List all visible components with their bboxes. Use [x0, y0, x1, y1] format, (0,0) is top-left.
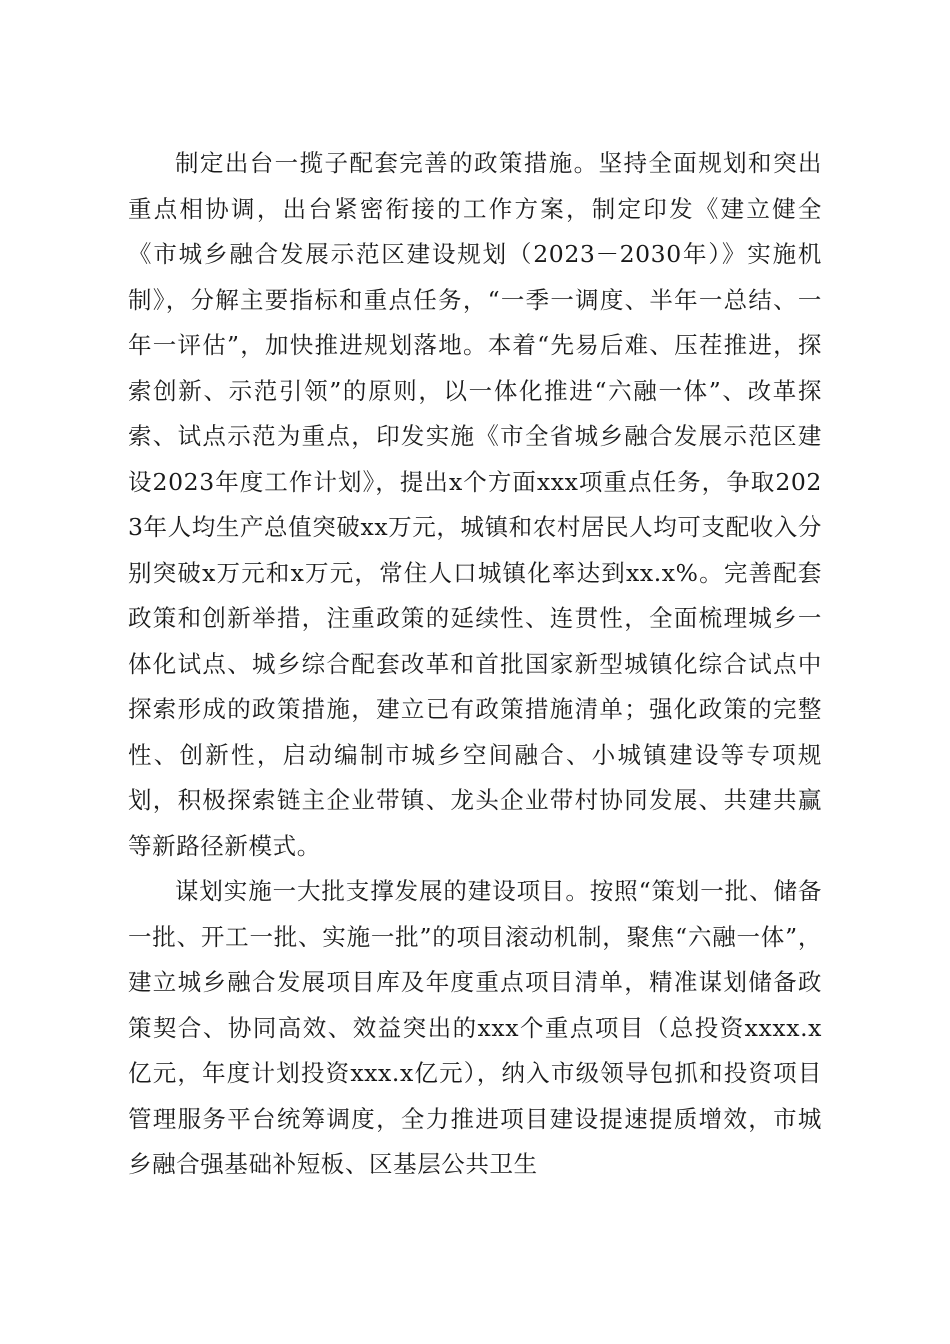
paragraph-construction-projects: 谋划实施一大批支撑发展的建设项目。按照“策划一批、储备一批、开工一批、实施一批”的项目滚动机制，聚焦“六融一体”，建立城乡融合发展项目库及年度重点项目清单，精准谋划储备政策契合、协同高效、效益突出的xxx个重点项目（总投资xxxx.x亿元，年度计划投资xxx.x亿元），纳入市级领导包抓和投资项目管理服务平台统筹调度，全力推进项目建设提速提质增效，市城乡融合强基础补短板、区基层公共卫生	[128, 877, 822, 1178]
paragraph-policy-measures: 制定出台一揽子配套完善的政策措施。坚持全面规划和突出重点相协调，出台紧密衔接的工作方案，制定印发《建立健全《市城乡融合发展示范区建设规划（2023－2030年）》实施机制》，分解主要指标和重点任务，“一季一调度、半年一总结、一年一评估”，加快推进规划落地。本着“先易后难、压茬推进，探索创新、示范引领”的原则，以一体化推进“六融一体”、改革探索、试点示范为重点，印发实施《市全省城乡融合发展示范区建设2023年度工作计划》，提出x个方面xxx项重点任务，争取2023年人均生产总值突破xx万元，城镇和农村居民人均可支配收入分别突破x万元和x万元，常住人口城镇化率达到xx.x%。完善配套政策和创新举措，注重政策的延续性、连贯性，全面梳理城乡一体化试点、城乡综合配套改革和首批国家新型城镇化综合试点中探索形成的政策措施，建立已有政策措施清单；强化政策的完整性、创新性，启动编制市城乡空间融合、小城镇建设等专项规划，积极探索链主企业带镇、龙头企业带村协同发展、共建共赢等新路径新模式。	[128, 149, 822, 860]
document-body	[128, 141, 822, 1188]
